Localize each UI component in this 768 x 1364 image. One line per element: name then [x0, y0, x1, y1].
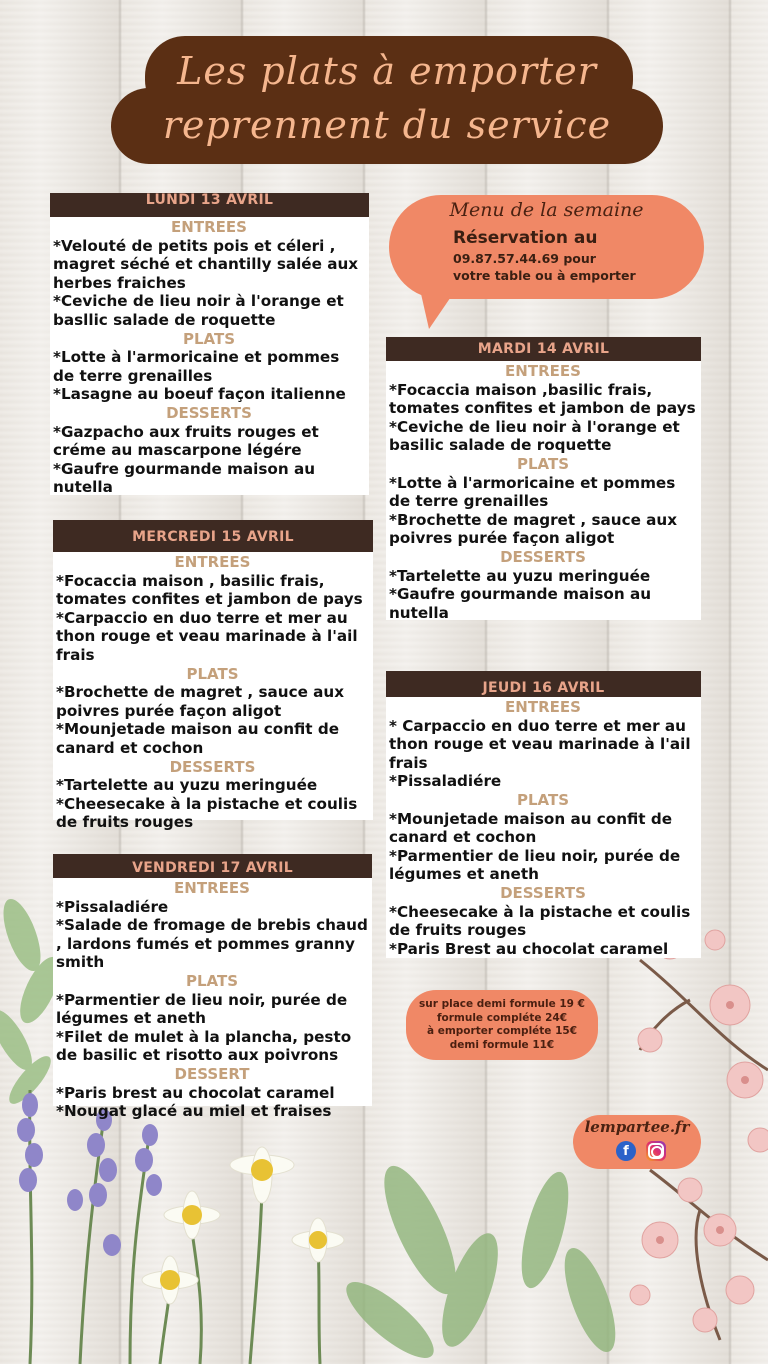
- menu-item: *Tartelette au yuzu meringuée: [56, 776, 318, 795]
- section-entrees: ENTREES: [174, 553, 251, 571]
- menu-card-jeudi: [386, 671, 701, 958]
- price-line: sur place demi formule 19 €: [419, 998, 585, 1010]
- price-line: demi formule 11€: [449, 1038, 555, 1051]
- price-line: à emporter compléte 15€: [426, 1025, 577, 1037]
- section-plats: PLATS: [516, 790, 570, 809]
- section-desserts: DESSERTS: [500, 883, 586, 902]
- menu-item: *Gazpacho aux fruits rouges et créme au mascarpone légére: [53, 422, 319, 460]
- menu-item: *Carpaccio en duo terre et mer au thon rouge et veau marinade à l'ail frais: [56, 608, 358, 664]
- menu-item: *Focaccia maison , basilic frais, tomates confites et jambon de pays: [56, 571, 363, 609]
- day-title: MARDI 14 AVRIL: [386, 337, 701, 361]
- section-entrees: ENTREES: [505, 362, 581, 380]
- menu-item: *Brochette de magret , sauce aux poivres purée façon aligot: [389, 510, 678, 548]
- menu-card-mercredi: [53, 520, 373, 832]
- menu-item: *Gaufre gourmande maison au nutella: [389, 585, 652, 622]
- section-plats: PLATS: [185, 971, 239, 990]
- menu-item: *Lasagne au boeuf façon italienne: [53, 385, 346, 404]
- menu-item: *Parmentier de lieu noir, purée de légumes et aneth: [389, 846, 681, 884]
- day-title: JEUDI 16 AVRIL: [386, 671, 701, 697]
- bubble-tail: [419, 285, 459, 329]
- menu-item: *Cheesecake à la pistache et coulis de fruits rouges: [56, 794, 358, 832]
- menu-item: * Carpaccio en duo terre et mer au thon rouge et veau marinade à l'ail frais: [389, 716, 691, 772]
- menu-item: *Parmentier de lieu noir, purée de légumes et aneth: [56, 990, 348, 1028]
- page-title: [111, 44, 663, 152]
- section-desserts: DESSERT: [174, 1064, 250, 1083]
- price-line: formule compléte 24€: [436, 1011, 568, 1024]
- menu-item: *Brochette de magret , sauce aux poivres purée façon aligot: [56, 683, 345, 720]
- day-title: LUNDI 13 AVRIL: [50, 193, 369, 217]
- facebook-icon[interactable]: f: [616, 1141, 636, 1161]
- menu-item: *Mounjetade maison au confit de canard et cochon: [389, 809, 673, 847]
- menu-item: *Pissaladiére: [56, 897, 169, 916]
- day-title: VENDREDI 17 AVRIL: [53, 854, 372, 878]
- menu-item: *Paris brest au chocolat caramel: [56, 1083, 335, 1102]
- menu-item: *Lotte à l'armoricaine et pommes de terre grenailles: [53, 348, 340, 385]
- menu-item: *Salade de fromage de brebis chaud , lardons fumés et pommes granny smith: [56, 916, 368, 972]
- section-entrees: ENTREES: [171, 218, 247, 236]
- price-info: [406, 990, 598, 1060]
- title-line-1: Les plats à emporter: [177, 49, 597, 93]
- day-title: MERCREDI 15 AVRIL: [53, 520, 373, 552]
- section-plats: PLATS: [186, 664, 239, 683]
- menu-item: *Lotte à l'armoricaine et pommes de terre grenailles: [389, 473, 676, 511]
- bubble-title: Menu de la semaine: [449, 199, 644, 221]
- section-desserts: DESSERTS: [500, 547, 586, 566]
- menu-card-lundi: [50, 193, 369, 495]
- section-desserts: DESSERTS: [169, 757, 256, 776]
- section-entrees: ENTREES: [505, 698, 581, 716]
- section-desserts: DESSERTS: [166, 403, 252, 422]
- menu-card-mardi: [386, 337, 701, 620]
- menu-card-vendredi: [53, 854, 372, 1121]
- menu-item: *Velouté de petits pois et céleri , magret séché et chantilly salée aux herbes fraiches: [53, 236, 359, 292]
- menu-item: *Cheesecake à la pistache et coulis de fruits rouges: [389, 902, 691, 940]
- menu-item: *Ceviche de lieu noir à l'orange et basilic salade de roquette: [389, 417, 680, 455]
- instagram-icon[interactable]: [646, 1141, 666, 1161]
- menu-item: *Focaccia maison ,basilic frais, tomates confites et jambon de pays: [389, 380, 696, 418]
- section-entrees: ENTREES: [174, 879, 250, 897]
- section-plats: PLATS: [182, 329, 236, 348]
- menu-item: *Nougat glacé au miel et fraises: [56, 1102, 332, 1121]
- reservation-label: Réservation au: [453, 228, 598, 248]
- menu-item: *Paris Brest au chocolat caramel: [389, 939, 669, 958]
- section-plats: PLATS: [516, 454, 570, 473]
- menu-item: *Gaufre gourmande maison au nutella: [53, 459, 316, 497]
- menu-item: *Pissaladiére: [389, 772, 502, 791]
- menu-item: *Filet de mulet à la plancha, pesto de basilic et risotto aux poivrons: [56, 1027, 352, 1065]
- brand-website-link[interactable]: lempartee.fr: [584, 1118, 690, 1136]
- reservation-subtext: votre table ou à emporter: [453, 268, 636, 283]
- menu-item: *Tartelette au yuzu meringuée: [389, 566, 651, 585]
- phone-number[interactable]: 09.87.57.44.69 pour: [453, 251, 596, 266]
- menu-item: *Ceviche de lieu noir à l'orange et basllic salade de roquette: [53, 292, 344, 329]
- title-line-2: reprennent du service: [162, 103, 612, 147]
- menu-item: *Mounjetade maison au confit de canard et cochon: [56, 720, 340, 757]
